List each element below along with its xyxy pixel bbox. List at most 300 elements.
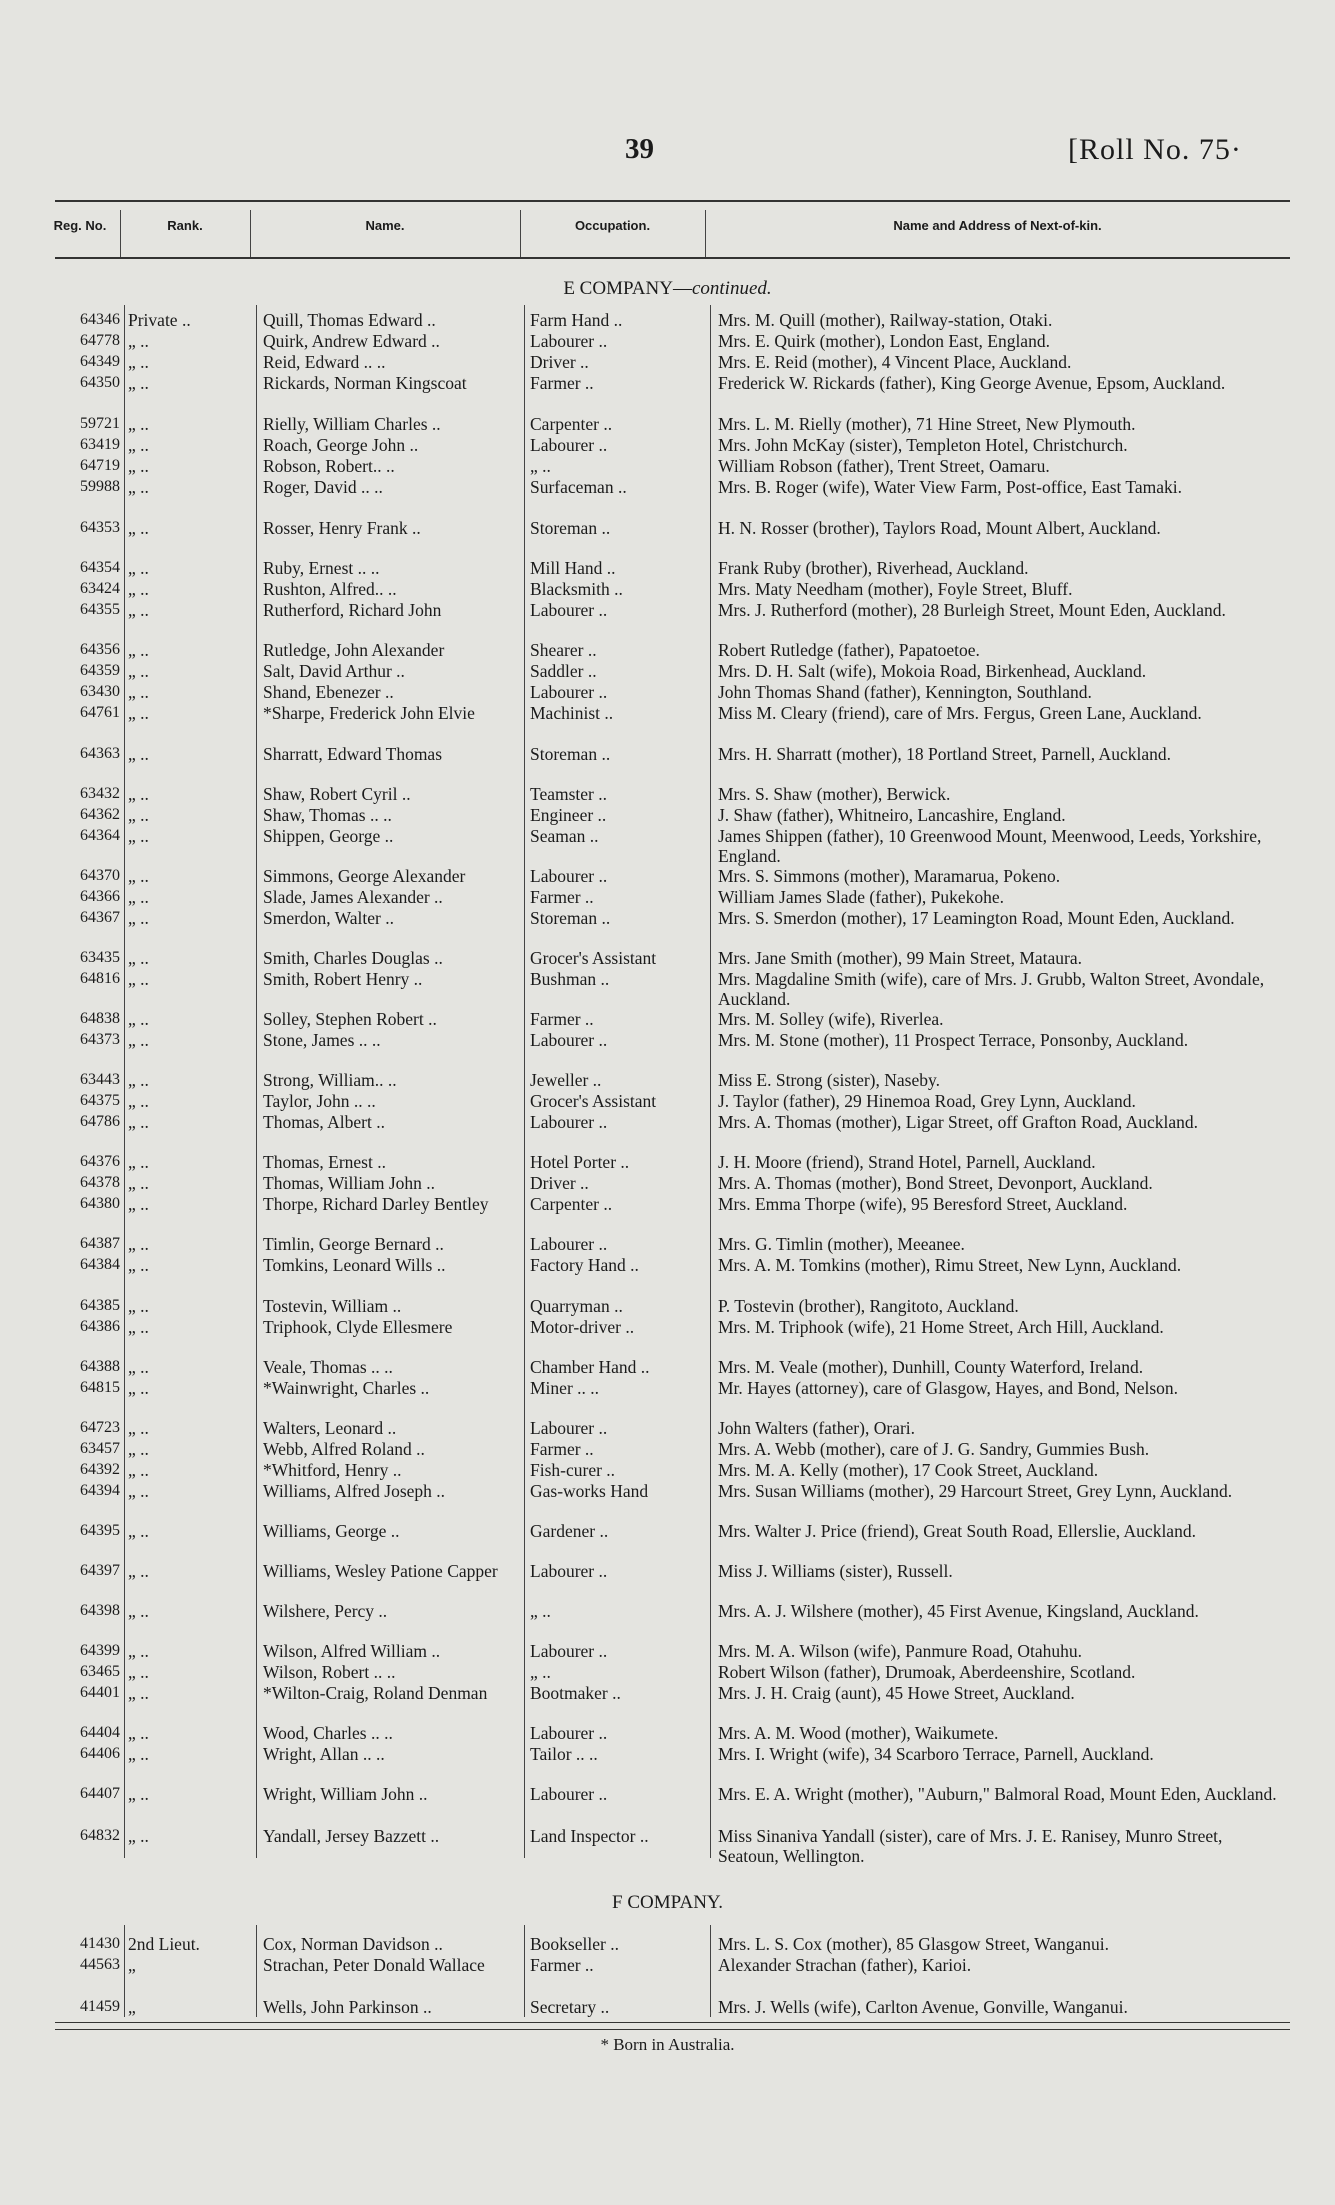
cell-next-of-kin: Mrs. M. Triphook (wife), 21 Home Street, Arch Hill, Auckland. [718,1317,1164,1337]
cell-next-of-kin: Frederick W. Rickards (father), King George Avenue, Epsom, Auckland. [718,373,1226,393]
cell-name: Wilson, Alfred William .. [263,1641,441,1661]
cell-next-of-kin: Mrs. E. Quirk (mother), London East, England. [718,331,1050,351]
cell-reg-no: 64395 [80,1522,120,1539]
cell-next-of-kin: Mrs. S. Simmons (mother), Maramarua, Pokeno. [718,866,1061,886]
cell-name: Rushton, Alfred.. .. [263,579,397,599]
cell-next-of-kin: Mrs. H. Sharratt (mother), 18 Portland Street, Parnell, Auckland. [718,744,1171,764]
cell-rank: „ .. [128,1561,149,1581]
cell-rank: „ .. [128,1439,149,1459]
cell-reg-no: 64407 [80,1785,120,1802]
cell-next-of-kin: Mrs. Emma Thorpe (wife), 95 Beresford Street, Auckland. [718,1194,1128,1214]
cell-occupation: Labourer .. [530,600,608,620]
cell-reg-no: 63419 [80,436,120,453]
footer-rule-2 [55,2029,1290,2030]
cell-rank: „ .. [128,866,149,886]
cell-next-of-kin: Mrs. G. Timlin (mother), Meeanee. [718,1234,965,1254]
cell-name: Roger, David .. .. [263,477,383,497]
cell-name: Smerdon, Walter .. [263,908,394,928]
table-row [0,1521,1335,1563]
table-row [0,1194,1335,1236]
cell-next-of-kin: Mrs. A. Thomas (mother), Bond Street, Devonport, Auckland. [718,1173,1153,1193]
cell-next-of-kin: Mrs. M. A. Wilson (wife), Panmure Road, Otahuhu. [718,1641,1083,1661]
table-row [0,908,1335,950]
cell-name: Williams, Alfred Joseph .. [263,1481,446,1501]
cell-reg-no: 64401 [80,1684,120,1701]
section-title-text: E COMPANY— [563,278,692,299]
cell-occupation: Grocer's Assistant [530,948,657,968]
cell-reg-no: 64392 [80,1461,120,1478]
header-rule-bottom [55,257,1290,259]
cell-rank: „ .. [128,948,149,968]
cell-next-of-kin: Mrs. A. J. Wilshere (mother), 45 First Avenue, Kingsland, Auckland. [718,1601,1199,1621]
cell-name: Rutherford, Richard John [263,600,442,620]
cell-reg-no: 64388 [80,1358,120,1375]
cell-occupation: Carpenter .. [530,1194,613,1214]
cell-next-of-kin: Mr. Hayes (attorney), care of Glasgow, Hayes, and Bond, Nelson. [718,1378,1179,1398]
cell-rank: „ .. [128,805,149,825]
cell-rank: „ .. [128,1357,149,1377]
cell-next-of-kin: Miss J. Williams (sister), Russell. [718,1561,953,1581]
cell-occupation: Engineer .. [530,805,607,825]
cell-next-of-kin: Mrs. E. A. Wright (mother), "Auburn," Balmoral Road, Mount Eden, Auckland. [718,1784,1277,1804]
cell-occupation: Labourer .. [530,866,608,886]
cell-name: Smith, Charles Douglas .. [263,948,443,968]
cell-next-of-kin: Mrs. John McKay (sister), Templeton Hotel, Christchurch. [718,435,1128,455]
cell-name: Ruby, Ernest .. .. [263,558,380,578]
cell-rank: „ .. [128,1481,149,1501]
cell-rank: „ .. [128,744,149,764]
cell-next-of-kin: Mrs. M. Veale (mother), Dunhill, County Waterford, Ireland. [718,1357,1144,1377]
cell-next-of-kin: Mrs. Maty Needham (mother), Foyle Street, Bluff. [718,579,1073,599]
cell-occupation: Farmer .. [530,1439,594,1459]
cell-occupation: Farm Hand .. [530,310,623,330]
table-row [0,826,1335,868]
cell-reg-no: 64373 [80,1031,120,1048]
section-title-suffix: continued. [691,278,772,299]
cell-rank: „ .. [128,414,149,434]
cell-reg-no: 64356 [80,641,120,658]
cell-name: Thomas, Albert .. [263,1112,385,1132]
cell-name: *Whitford, Henry .. [263,1460,402,1480]
header-next-of-kin: Name and Address of Next-of-kin. [893,218,1102,233]
cell-rank: „ [128,1955,136,1975]
cell-occupation: Secretary .. [530,1997,610,2017]
column-divider-2 [250,210,251,257]
cell-name: Quirk, Andrew Edward .. [263,331,440,351]
cell-next-of-kin: P. Tostevin (brother), Rangitoto, Auckland. [718,1296,1019,1316]
cell-rank: „ .. [128,600,149,620]
cell-rank: „ .. [128,1641,149,1661]
cell-name: Thomas, William John .. [263,1173,436,1193]
cell-name: Stone, James .. .. [263,1030,381,1050]
cell-reg-no: 64366 [80,888,120,905]
table-row [0,744,1335,786]
cell-name: Slade, James Alexander .. [263,887,443,907]
cell-reg-no: 64380 [80,1195,120,1212]
cell-next-of-kin: J. Taylor (father), 29 Hinemoa Road, Grey Lynn, Auckland. [718,1091,1136,1111]
cell-reg-no: 64719 [80,457,120,474]
cell-next-of-kin: Frank Ruby (brother), Riverhead, Auckland. [718,558,1029,578]
cell-occupation: Seaman .. [530,826,599,846]
cell-next-of-kin: Mrs. M. Stone (mother), 11 Prospect Terrace, Ponsonby, Auckland. [718,1030,1189,1050]
cell-name: *Sharpe, Frederick John Elvie [263,703,475,723]
cell-name: Thomas, Ernest .. [263,1152,386,1172]
cell-next-of-kin: Mrs. Susan Williams (mother), 29 Harcourt Street, Grey Lynn, Auckland. [718,1481,1233,1501]
cell-name: Roach, George John .. [263,435,419,455]
table-row [0,1784,1335,1826]
cell-rank: „ .. [128,352,149,372]
cell-reg-no: 64838 [80,1010,120,1027]
cell-name: Shippen, George .. [263,826,394,846]
table-row [0,1112,1335,1154]
cell-occupation: Hotel Porter .. [530,1152,630,1172]
cell-next-of-kin: Mrs. I. Wright (wife), 34 Scarboro Terrace, Parnell, Auckland. [718,1744,1154,1764]
cell-name: Solley, Stephen Robert .. [263,1009,437,1029]
header-rule-top [55,200,1290,202]
cell-reg-no: 64353 [80,519,120,536]
cell-occupation: Labourer .. [530,1234,608,1254]
cell-name: Walters, Leonard .. [263,1418,397,1438]
cell-next-of-kin: Mrs. M. A. Kelly (mother), 17 Cook Street, Auckland. [718,1460,1099,1480]
cell-rank: „ .. [128,558,149,578]
cell-rank: „ .. [128,435,149,455]
cell-reg-no: 64375 [80,1092,120,1109]
cell-name: Wright, William John .. [263,1784,428,1804]
cell-next-of-kin: H. N. Rosser (brother), Taylors Road, Mount Albert, Auckland. [718,518,1161,538]
table-row [0,1378,1335,1420]
cell-occupation: Farmer .. [530,1009,594,1029]
cell-rank: „ .. [128,784,149,804]
roll-number: [Roll No. 75· [1068,133,1242,166]
cell-name: Taylor, John .. .. [263,1091,376,1111]
section-title [0,278,1335,300]
cell-next-of-kin: Mrs. E. Reid (mother), 4 Vincent Place, Auckland. [718,352,1072,372]
cell-name: Tostevin, William .. [263,1296,402,1316]
cell-reg-no: 41430 [80,1935,120,1952]
cell-reg-no: 64367 [80,909,120,926]
cell-next-of-kin: J. Shaw (father), Whitneiro, Lancashire, England. [718,805,1066,825]
cell-name: Wood, Charles .. .. [263,1723,393,1743]
cell-occupation: Factory Hand .. [530,1255,639,1275]
cell-reg-no: 64815 [80,1379,120,1396]
column-divider-4 [705,210,706,257]
cell-reg-no: 64355 [80,601,120,618]
cell-next-of-kin: William James Slade (father), Pukekohe. [718,887,1005,907]
cell-occupation: Mill Hand .. [530,558,616,578]
cell-reg-no: 64359 [80,662,120,679]
cell-occupation: Labourer .. [530,1561,608,1581]
cell-occupation: Teamster .. [530,784,608,804]
cell-occupation: Jeweller .. [530,1070,602,1090]
table-row [0,1030,1335,1072]
cell-rank: „ .. [128,826,149,846]
cell-next-of-kin: Alexander Strachan (father), Karioi. [718,1955,972,1975]
cell-occupation: „ .. [530,456,551,476]
cell-name: Strong, William.. .. [263,1070,397,1090]
table-row [0,1997,1335,2039]
cell-name: Yandall, Jersey Bazzett .. [263,1826,440,1846]
cell-reg-no: 64363 [80,745,120,762]
header-name: Name. [365,218,405,233]
cell-rank: „ .. [128,1030,149,1050]
table-row [0,373,1335,415]
table-row [0,1955,1335,1997]
cell-occupation: Quarryman .. [530,1296,623,1316]
cell-name: Wilshere, Percy .. [263,1601,388,1621]
cell-occupation: Driver .. [530,1173,589,1193]
cell-occupation: Chamber Hand .. [530,1357,650,1377]
cell-occupation: Blacksmith .. [530,579,623,599]
cell-next-of-kin: Mrs. Magdaline Smith (wife), care of Mrs. J. Grubb, Walton Street, Avondale, Auckland. [718,969,1265,1009]
cell-name: Williams, George .. [263,1521,400,1541]
cell-reg-no: 63443 [80,1071,120,1088]
table-row [0,477,1335,519]
cell-rank: „ .. [128,969,149,989]
cell-reg-no: 44563 [80,1956,120,1973]
table-row [0,518,1335,560]
cell-rank: „ .. [128,1683,149,1703]
cell-next-of-kin: Miss Sinaniva Yandall (sister), care of Mrs. J. E. Ranisey, Munro Street, Seatoun, Wellington. [718,1826,1223,1866]
cell-next-of-kin: Robert Wilson (father), Drumoak, Aberdeenshire, Scotland. [718,1662,1136,1682]
cell-occupation: Machinist .. [530,703,614,723]
cell-rank: „ .. [128,1091,149,1111]
cell-rank: „ .. [128,1826,149,1846]
cell-next-of-kin: Mrs. A. Thomas (mother), Ligar Street, off Grafton Road, Auckland. [718,1112,1199,1132]
cell-reg-no: 64387 [80,1235,120,1252]
cell-next-of-kin: Miss E. Strong (sister), Naseby. [718,1070,940,1090]
header-rank: Rank. [167,218,203,233]
table-row [0,1317,1335,1359]
cell-reg-no: 41459 [80,1998,120,2015]
cell-name: Triphook, Clyde Ellesmere [263,1317,453,1337]
table-row [0,703,1335,745]
cell-reg-no: 64394 [80,1482,120,1499]
cell-rank: „ .. [128,703,149,723]
footer-rule-1 [55,2022,1290,2023]
cell-reg-no: 64385 [80,1297,120,1314]
cell-occupation: Labourer .. [530,331,608,351]
cell-occupation: Farmer .. [530,373,594,393]
cell-reg-no: 64832 [80,1827,120,1844]
table-row [0,1561,1335,1603]
cell-reg-no: 64370 [80,867,120,884]
cell-reg-no: 64349 [80,353,120,370]
cell-occupation: Farmer .. [530,1955,594,1975]
cell-rank: „ .. [128,373,149,393]
cell-name: Reid, Edward .. .. [263,352,386,372]
cell-occupation: Miner .. .. [530,1378,600,1398]
cell-occupation: Storeman .. [530,744,611,764]
table-row [0,1683,1335,1725]
cell-next-of-kin: James Shippen (father), 10 Greenwood Mount, Meenwood, Leeds, Yorkshire, England. [718,826,1262,866]
cell-reg-no: 64406 [80,1745,120,1762]
cell-rank: „ .. [128,1784,149,1804]
cell-rank: „ .. [128,1601,149,1621]
cell-name: Wilson, Robert .. .. [263,1662,396,1682]
cell-occupation: Bushman .. [530,969,610,989]
cell-next-of-kin: Mrs. Jane Smith (mother), 99 Main Street, Mataura. [718,948,1083,968]
cell-rank: „ .. [128,1723,149,1743]
cell-reg-no: 64376 [80,1153,120,1170]
cell-rank: „ .. [128,579,149,599]
cell-reg-no: 64364 [80,827,120,844]
cell-occupation: Labourer .. [530,1112,608,1132]
cell-next-of-kin: Mrs. A. Webb (mother), care of J. G. Sandry, Gummies Bush. [718,1439,1150,1459]
cell-next-of-kin: Mrs. B. Roger (wife), Water View Farm, Post-office, East Tamaki. [718,477,1183,497]
cell-name: Tomkins, Leonard Wills .. [263,1255,446,1275]
cell-name: Thorpe, Richard Darley Bentley [263,1194,489,1214]
table-row [0,1826,1335,1868]
cell-rank: „ .. [128,1418,149,1438]
cell-reg-no: 64362 [80,806,120,823]
cell-reg-no: 63432 [80,785,120,802]
cell-next-of-kin: Mrs. J. Wells (wife), Carlton Avenue, Gonville, Wanganui. [718,1997,1128,2017]
cell-occupation: Labourer .. [530,1784,608,1804]
cell-name: Shaw, Robert Cyril .. [263,784,411,804]
cell-reg-no: 64350 [80,374,120,391]
cell-name: Smith, Robert Henry .. [263,969,423,989]
cell-occupation: Shearer .. [530,640,597,660]
cell-rank: „ .. [128,1378,149,1398]
cell-name: Robson, Robert.. .. [263,456,395,476]
cell-name: Veale, Thomas .. .. [263,1357,393,1377]
cell-occupation: Carpenter .. [530,414,613,434]
cell-name: Simmons, George Alexander [263,866,466,886]
cell-reg-no: 63435 [80,949,120,966]
cell-occupation: Driver .. [530,352,589,372]
cell-rank: „ .. [128,1070,149,1090]
header-reg-no: Reg. No. [53,218,107,233]
cell-rank: „ .. [128,1173,149,1193]
cell-rank: „ .. [128,1521,149,1541]
column-divider-3 [520,210,521,257]
cell-reg-no: 64384 [80,1256,120,1273]
cell-reg-no: 64378 [80,1174,120,1191]
cell-name: Salt, David Arthur .. [263,661,405,681]
cell-rank: „ .. [128,1194,149,1214]
cell-rank: „ .. [128,518,149,538]
table-row [0,1744,1335,1786]
cell-rank: „ .. [128,1296,149,1316]
cell-reg-no: 64397 [80,1562,120,1579]
cell-rank: „ .. [128,1460,149,1480]
cell-next-of-kin: John Walters (father), Orari. [718,1418,916,1438]
cell-next-of-kin: William Robson (father), Trent Street, Oamaru. [718,456,1050,476]
cell-rank: „ .. [128,1009,149,1029]
cell-name: Rickards, Norman Kingscoat [263,373,467,393]
cell-occupation: Grocer's Assistant [530,1091,657,1111]
page-number: 39 [625,133,654,165]
cell-occupation: Bootmaker .. [530,1683,621,1703]
cell-next-of-kin: Robert Rutledge (father), Papatoetoe. [718,640,980,660]
cell-occupation: Labourer .. [530,1723,608,1743]
cell-next-of-kin: Mrs. M. Solley (wife), Riverlea. [718,1009,944,1029]
cell-reg-no: 64723 [80,1419,120,1436]
cell-occupation: Surfaceman .. [530,477,627,497]
cell-rank: „ .. [128,1112,149,1132]
cell-reg-no: 64778 [80,332,120,349]
cell-occupation: Farmer .. [530,887,594,907]
cell-reg-no: 64399 [80,1642,120,1659]
cell-next-of-kin: Mrs. A. M. Tomkins (mother), Rimu Street, New Lynn, Auckland. [718,1255,1182,1275]
cell-name: Cox, Norman Davidson .. [263,1934,443,1954]
cell-name: Wells, John Parkinson .. [263,1997,432,2017]
cell-occupation: Storeman .. [530,908,611,928]
cell-reg-no: 59988 [80,478,120,495]
cell-name: Rielly, William Charles .. [263,414,441,434]
table-row [0,969,1335,1011]
cell-occupation: Storeman .. [530,518,611,538]
cell-occupation: Motor-driver .. [530,1317,635,1337]
cell-occupation: Gas-works Hand [530,1481,649,1501]
cell-next-of-kin: Mrs. L. M. Rielly (mother), 71 Hine Street, New Plymouth. [718,414,1136,434]
cell-reg-no: 64404 [80,1724,120,1741]
cell-name: Shaw, Thomas .. .. [263,805,392,825]
cell-name: Webb, Alfred Roland .. [263,1439,425,1459]
cell-next-of-kin: Mrs. S. Shaw (mother), Berwick. [718,784,951,804]
cell-next-of-kin: J. H. Moore (friend), Strand Hotel, Parnell, Auckland. [718,1152,1096,1172]
cell-reg-no: 64398 [80,1602,120,1619]
cell-name: Strachan, Peter Donald Wallace [263,1955,485,1975]
cell-next-of-kin: Mrs. J. H. Craig (aunt), 45 Howe Street, Auckland. [718,1683,1075,1703]
cell-occupation: Gardener .. [530,1521,609,1541]
cell-reg-no: 63424 [80,580,120,597]
cell-occupation: Labourer .. [530,1641,608,1661]
cell-rank: „ .. [128,1662,149,1682]
cell-next-of-kin: John Thomas Shand (father), Kennington, Southland. [718,682,1092,702]
cell-rank: „ .. [128,908,149,928]
cell-occupation: Bookseller .. [530,1934,619,1954]
cell-reg-no: 64354 [80,559,120,576]
cell-name: Shand, Ebenezer .. [263,682,394,702]
cell-occupation: Tailor .. .. [530,1744,598,1764]
cell-rank: „ .. [128,682,149,702]
section-title [0,1892,1335,1914]
cell-reg-no: 64816 [80,970,120,987]
cell-reg-no: 64761 [80,704,120,721]
cell-name: Wright, Allan .. .. [263,1744,385,1764]
cell-occupation: Saddler .. [530,661,597,681]
cell-rank: „ .. [128,1744,149,1764]
cell-next-of-kin: Mrs. A. M. Wood (mother), Waikumete. [718,1723,999,1743]
cell-next-of-kin: Mrs. J. Rutherford (mother), 28 Burleigh Street, Mount Eden, Auckland. [718,600,1226,620]
cell-rank: „ .. [128,640,149,660]
cell-rank: „ .. [128,331,149,351]
cell-next-of-kin: Mrs. M. Quill (mother), Railway-station, Otaki. [718,310,1053,330]
table-row [0,1601,1335,1643]
section-title-text: F COMPANY. [612,1892,723,1913]
cell-next-of-kin: Mrs. S. Smerdon (mother), 17 Leamington Road, Mount Eden, Auckland. [718,908,1235,928]
cell-reg-no: 64386 [80,1318,120,1335]
cell-next-of-kin: Mrs. Walter J. Price (friend), Great South Road, Ellerslie, Auckland. [718,1521,1196,1541]
cell-occupation: Land Inspector .. [530,1826,649,1846]
cell-occupation: Labourer .. [530,1030,608,1050]
cell-name: Williams, Wesley Patione Capper [263,1561,498,1581]
cell-name: *Wainwright, Charles .. [263,1378,430,1398]
column-divider-1 [120,210,121,257]
cell-occupation: Fish-curer .. [530,1460,616,1480]
cell-name: Rutledge, John Alexander [263,640,445,660]
cell-reg-no: 63430 [80,683,120,700]
cell-occupation: „ .. [530,1662,551,1682]
cell-occupation: „ .. [530,1601,551,1621]
cell-reg-no: 63457 [80,1440,120,1457]
cell-rank: „ .. [128,1234,149,1254]
cell-reg-no: 59721 [80,415,120,432]
table-row [0,1481,1335,1523]
cell-reg-no: 63465 [80,1663,120,1680]
footnote: * Born in Australia. [600,2035,735,2054]
